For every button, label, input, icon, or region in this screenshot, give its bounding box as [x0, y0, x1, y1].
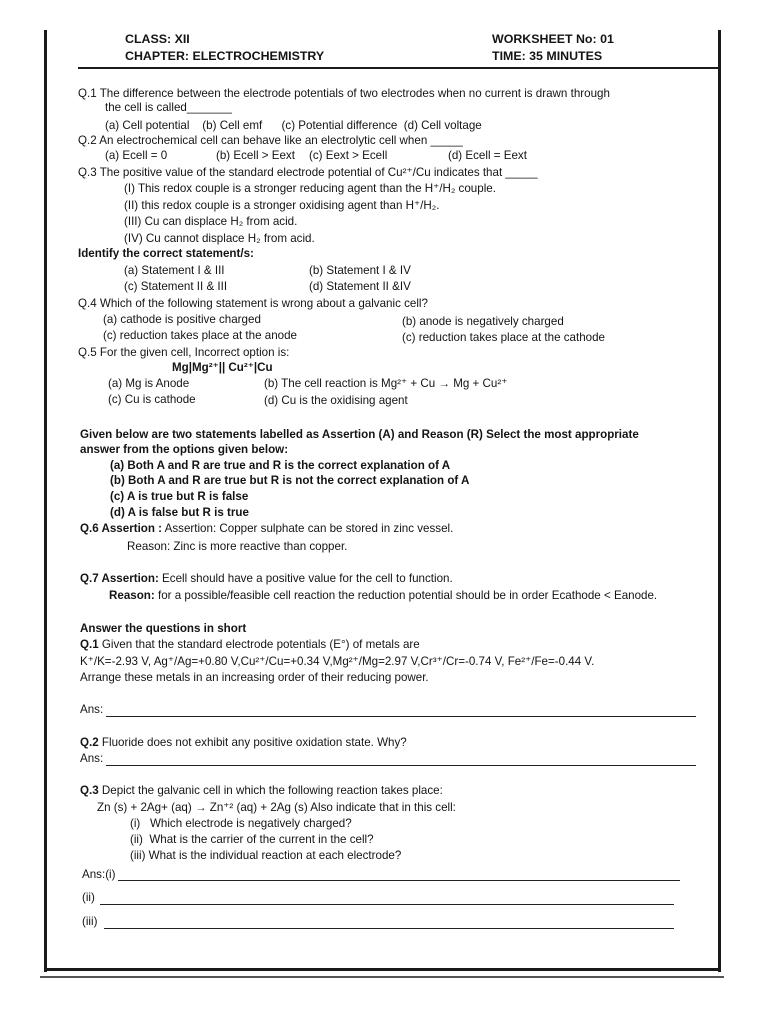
q3-option-b: (b) Statement I & IV — [309, 264, 411, 277]
q6-label: Q.6 Assertion : — [80, 522, 163, 535]
q2-text: Q.2 An electrochemical cell can behave like an electrolytic cell when _____ — [78, 134, 463, 147]
header-rule — [78, 67, 718, 69]
short-answer-heading: Answer the questions in short — [80, 622, 247, 635]
q5-option-c: (c) Cu is cathode — [108, 393, 196, 406]
short-q3-ans-iii-label: (iii) — [82, 915, 98, 928]
q7-reason-text: for a possible/feasible cell reaction the reduction potential should be in order Ecathode < Eanode. — [154, 589, 658, 602]
page-border-bottom-outer — [40, 976, 724, 978]
short-q3-ans-i-label: Ans:(i) — [82, 868, 116, 881]
assertion-intro: Given below are two statements labelled as Assertion (A) and Reason (R) Select the most appropriate — [80, 428, 639, 441]
q5-option-b: (b) The cell reaction is Mg²⁺ + Cu → Mg + Cu²⁺ — [264, 377, 508, 390]
short-q1-answer-line[interactable] — [106, 716, 696, 717]
q7-text — [80, 572, 453, 586]
time-label: TIME: 35 MINUTES — [492, 49, 603, 63]
q7-reason — [109, 589, 657, 603]
short-q3-ans-ii-label: (ii) — [82, 891, 95, 904]
assertion-option-a: (a) Both A and R are true and R is the correct explanation of A — [110, 459, 451, 472]
short-q2-answer-line[interactable] — [106, 765, 696, 766]
short-q3-line1: Depict the galvanic cell in which the following reaction takes place: — [98, 784, 443, 797]
chapter-label: CHAPTER: ELECTROCHEMISTRY — [125, 49, 325, 63]
q3-option-c: (c) Statement II & III — [124, 280, 228, 293]
short-q3-answer-line-iii[interactable] — [104, 928, 674, 929]
short-q3-label: Q.3 — [80, 784, 99, 797]
short-q1-text — [80, 638, 420, 652]
short-q2-text — [80, 736, 407, 750]
q5-text: Q.5 For the given cell, Incorrect option is: — [78, 346, 290, 359]
q6-reason: Reason: Zinc is more reactive than copper. — [127, 540, 348, 553]
short-q3-reaction: Zn (s) + 2Ag+ (aq) → Zn⁺² (aq) + 2Ag (s) Also indicate that in this cell: — [97, 801, 456, 814]
page-border-right — [718, 30, 721, 972]
q2-option-c: (c) Eext > Ecell — [309, 149, 388, 162]
worksheet-label: WORKSHEET No: 01 — [492, 32, 614, 46]
q5-cell-notation: Mg|Mg²⁺|| Cu²⁺|Cu — [172, 361, 273, 374]
q5-option-a: (a) Mg is Anode — [108, 377, 190, 390]
q7-reason-label: Reason: — [109, 589, 155, 602]
assertion-option-d: (d) A is false but R is true — [110, 506, 249, 519]
short-q2-line1: Fluoride does not exhibit any positive oxidation state. Why? — [98, 736, 407, 749]
q3-statement-3: (III) Cu can displace H₂ from acid. — [124, 215, 298, 228]
short-q1-potentials: K⁺/K=-2.93 V, Ag⁺/Ag=+0.80 V,Cu²⁺/Cu=+0.34 V,Mg²⁺/Mg=2.97 V,Cr³⁺/Cr=-0.74 V, Fe²⁺/Fe=-0.44 V. — [80, 655, 595, 668]
short-q2-label: Q.2 — [80, 736, 99, 749]
short-q2-ans-label: Ans: — [80, 752, 104, 765]
q4-option-a: (a) cathode is positive charged — [103, 313, 261, 326]
q2-option-d: (d) Ecell = Eext — [448, 149, 527, 162]
page-border-bottom — [44, 968, 721, 971]
q3-option-a: (a) Statement I & III — [124, 264, 225, 277]
short-q1-label: Q.1 — [80, 638, 99, 651]
short-q3-answer-line-i[interactable] — [118, 880, 680, 881]
short-q1-ans-label: Ans: — [80, 703, 104, 716]
q7-assertion: Ecell should have a positive value for the cell to function. — [158, 572, 453, 585]
page-border-left — [44, 30, 47, 972]
q3-statement-1: (I) This redox couple is a stronger reducing agent than the H⁺/H₂ couple. — [124, 182, 496, 195]
assertion-option-c: (c) A is true but R is false — [110, 490, 249, 503]
q3-identify: Identify the correct statement/s: — [78, 247, 254, 260]
q1-text: Q.1 The difference between the electrode potentials of two electrodes when no current is drawn through — [78, 87, 610, 100]
q3-statement-2: (II) this redox couple is a stronger oxidising agent than H⁺/H₂. — [124, 199, 440, 212]
q3-statement-4: (IV) Cu cannot displace H₂ from acid. — [124, 232, 315, 245]
short-q3-part-ii: (ii) What is the carrier of the current in the cell? — [130, 833, 374, 846]
assertion-intro-cont: answer from the options given below: — [80, 443, 289, 456]
q6-text — [80, 522, 453, 536]
assertion-option-b: (b) Both A and R are true but R is not the correct explanation of A — [110, 474, 470, 487]
short-q3-answer-line-ii[interactable] — [100, 904, 674, 905]
q3-option-d: (d) Statement II &IV — [309, 280, 411, 293]
q6-assertion: Assertion: Copper sulphate can be stored in zinc vessel. — [162, 522, 454, 535]
q4-option-c: (c) reduction takes place at the anode — [103, 329, 297, 342]
q1-options: (a) Cell potential (b) Cell emf (c) Potential difference (d) Cell voltage — [105, 119, 482, 132]
class-label: CLASS: XII — [125, 32, 190, 46]
short-q1-line1: Given that the standard electrode potentials (E°) of metals are — [98, 638, 420, 651]
q4-option-b: (b) anode is negatively charged — [402, 315, 564, 328]
q2-option-a: (a) Ecell = 0 — [105, 149, 168, 162]
q4-option-d: (c) reduction takes place at the cathode — [402, 331, 606, 344]
short-q1-instruction: Arrange these metals in an increasing order of their reducing power. — [80, 671, 429, 684]
short-q3-part-iii: (iii) What is the individual reaction at each electrode? — [130, 849, 402, 862]
q2-option-b: (b) Ecell > Eext — [216, 149, 295, 162]
q5-option-d: (d) Cu is the oxidising agent — [264, 394, 408, 407]
short-q3-part-i: (i) Which electrode is negatively charged? — [130, 817, 352, 830]
q3-text: Q.3 The positive value of the standard electrode potential of Cu²⁺/Cu indicates that _____ — [78, 166, 538, 179]
q1-text-cont: the cell is called_______ — [105, 101, 232, 114]
q4-text: Q.4 Which of the following statement is wrong about a galvanic cell? — [78, 297, 428, 310]
q7-label: Q.7 Assertion: — [80, 572, 159, 585]
short-q3-text — [80, 784, 443, 798]
